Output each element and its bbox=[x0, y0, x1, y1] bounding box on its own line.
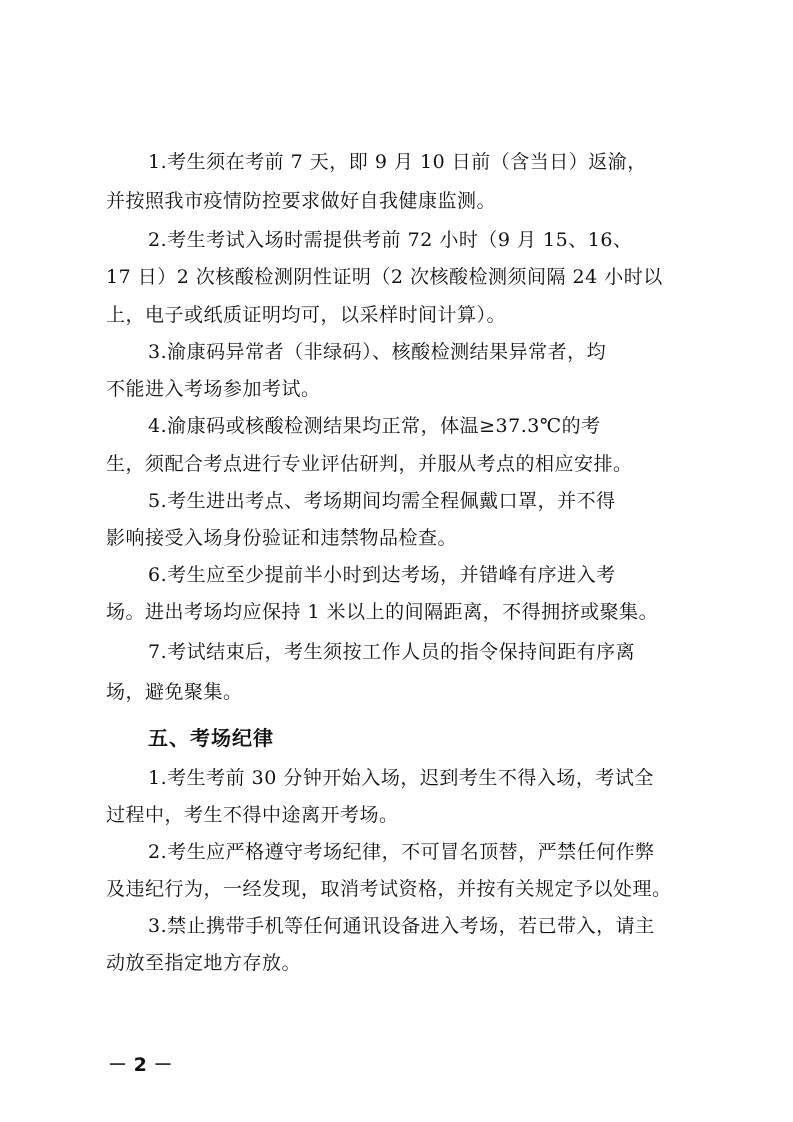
item-1-line-1: 1.考生须在考前 7 天，即 9 月 10 日前（含当日）返渝， bbox=[148, 151, 647, 173]
item-5-line-1: 5.考生进出考点、考场期间均需全程佩戴口罩，并不得 bbox=[148, 490, 616, 512]
discipline-2-line-1: 2.考生应严格遵守考场纪律，不可冒名顶替，严禁任何作弊 bbox=[148, 841, 655, 863]
item-7-line-1: 7.考试结束后，考生须按工作人员的指令保持间距有序离 bbox=[148, 641, 636, 663]
section-heading: 五、考场纪律 bbox=[148, 726, 274, 750]
item-6-line-1: 6.考生应至少提前半小时到达考场，并错峰有序进入考 bbox=[148, 564, 616, 586]
item-3-line-1: 3.渝康码异常者（非绿码）、核酸检测结果异常者，均 bbox=[148, 341, 607, 363]
discipline-1-line-2: 过程中，考生不得中途离开考场。 bbox=[106, 804, 399, 826]
page-number: － 2 － bbox=[108, 1054, 173, 1076]
item-1-line-2: 并按照我市疫情防控要求做好自我健康监测。 bbox=[106, 190, 497, 212]
discipline-3-line-2: 动放至指定地方存放。 bbox=[106, 952, 302, 974]
item-4-line-1: 4.渝康码或核酸检测结果均正常，体温≥37.3℃的考 bbox=[148, 415, 601, 437]
item-2-line-3: 上，电子或纸质证明均可，以采样时间计算）。 bbox=[106, 304, 507, 326]
item-5-line-2: 影响接受入场身份验证和违禁物品检查。 bbox=[106, 527, 458, 549]
item-2-line-1: 2.考生考试入场时需提供考前 72 小时（9 月 15、16、 bbox=[148, 229, 633, 251]
discipline-1-line-1: 1.考生考前 30 分钟开始入场，迟到考生不得入场，考试全 bbox=[148, 767, 654, 789]
item-7-line-2: 场，避免聚集。 bbox=[106, 681, 243, 703]
discipline-2-line-2: 及违纪行为，一经发现，取消考试资格，并按有关规定予以处理。 bbox=[106, 878, 672, 900]
item-2-line-2: 17 日）2 次核酸检测阴性证明（2 次核酸检测须间隔 24 小时以 bbox=[106, 266, 663, 288]
item-3-line-2: 不能进入考场参加考试。 bbox=[106, 378, 321, 400]
item-6-line-2: 场。进出考场均应保持 1 米以上的间隔距离，不得拥挤或聚集。 bbox=[106, 601, 659, 623]
item-4-line-2: 生，须配合考点进行专业评估研判，并服从考点的相应安排。 bbox=[106, 453, 633, 475]
discipline-3-line-1: 3.禁止携带手机等任何通讯设备进入考场，若已带入，请主 bbox=[148, 915, 655, 937]
